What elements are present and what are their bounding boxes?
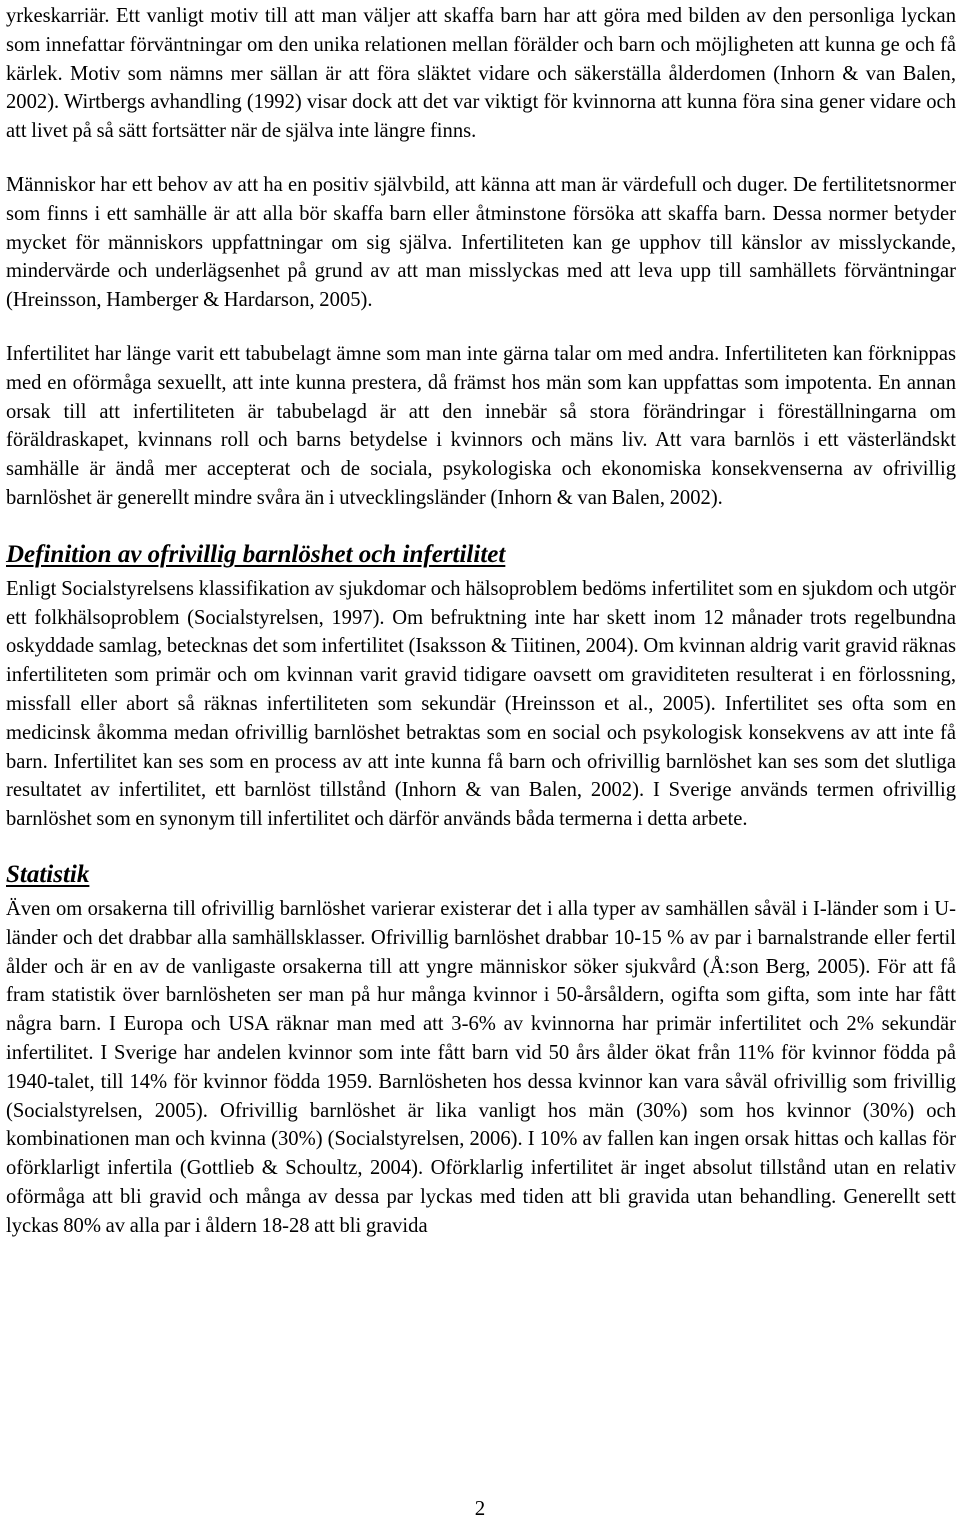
section-heading-definition: Definition av ofrivillig barnlöshet och infertilitet [6, 540, 506, 568]
paragraph-statistics: Även om orsakerna till ofrivillig barnlöshet varierar existerar det i alla typer av samhällen såväl i I-länder som i U-länder och det drabbar alla samhällsklasser. Ofrivillig barnlöshet drabbar 10-15 % av par i barnalstrande eller fertil ålder och är en av de vanligaste orsakerna till att yngre människor söker sjukvård (Å:son Berg, 2005). För att få fram statistik över barnlösheten ser man på hur många kvinnor i 50-årsåldern, ogifta som gifta, som inte har fått några barn. I Europa och USA räknar man med att 3-6% av kvinnorna har primär infertilitet och 2% sekundär infertilitet. I Sverige har andelen kvinnor som inte fått barn vid 50 års ålder ökat från 11% för kvinnor födda på 1940-talet, till 14% för kvinnor födda 1959. Barnlösheten hos dessa kvinnor kan vara såväl ofrivillig som frivillig (Socialstyrelsen, 2005). Ofrivillig barnlöshet är lika vanligt hos män (30%) som hos kvinnor (30%) och kombinationen man och kvinna (30%) (Socialstyrelsen, 2006). I 10% av fallen kan ingen orsak hittas och kallas för oförklarligt infertila (Gottlieb & Schoultz, 2004). Oförklarlig infertilitet är inget absolut tillstånd utan en relativ oförmåga att bli gravid och många av dessa par lyckas med tiden att bli gravida utan behandling. Generellt sett lyckas 80% av alla par i åldern 18-28 att bli gravida [6, 897, 956, 1237]
section-heading-statistik: Statistik [6, 860, 90, 888]
page-number: 2 [474, 1496, 486, 1520]
paragraph-motives: yrkeskarriär. Ett vanligt motiv till att man väljer att skaffa barn har att göra med bilden av den personliga lyckan som innefattar förväntningar om den unika relationen mellan förälder och barn och möjligheten att kunna ge och få kärlek. Motiv som nämns mer sällan är att föra släktet vidare och säkerställa ålderdomen (Inhorn & van Balen, 2002). Wirtbergs avhandling (1992) visar dock att det var viktigt för kvinnorna att kunna föra sina gener vidare och att livet på så sätt fortsätter när de själva inte längre finns. [6, 5, 956, 143]
paragraph-self-image: Människor har ett behov av att ha en positiv självbild, att känna att man är värdefull och duger. De fertilitetsnormer som finns i ett samhälle är att alla bör skaffa barn eller åtminstone försöka att skaffa barn. Dessa normer betyder mycket för människors uppfattningar om sig själva. Infertiliteten kan ge upphov till känslor av misslyckande, mindervärde och underlägsenhet på grund av att man misslyckas med att leva upp till samhällets förväntningar (Hreinsson, Hamberger & Hardarson, 2005). [6, 173, 956, 312]
paragraph-definition: Enligt Socialstyrelsens klassifikation av sjukdomar och hälsoproblem bedöms infertilitet som en sjukdom och utgör ett folkhälsoproblem (Socialstyrelsen, 1997). Om befruktning inte har skett inom 12 månader trots regelbundna oskyddade samlag, betecknas det som infertilitet (Isaksson & Tiitinen, 2004). Om kvinnan aldrig varit gravid räknas infertiliteten som primär och om kvinnan varit gravid tidigare oavsett om graviditeten resulterat i en förlossning, missfall eller abort så räknas infertiliteten som sekundär (Hreinsson et al., 2005). Infertilitet ses ofta som en medicinsk åkomma medan ofrivillig barnlöshet betraktas som en social och psykologisk konsekvens av att inte få barn. Infertilitet kan ses som en process av att inte kunna få barn och ofrivillig barnlöshet kan ses som det slutliga resultatet av infertilitet, ett barnlöst tillstånd (Inhorn & van Balen, 2002). I Sverige används termen ofrivillig barnlöshet som en synonym till infertilitet och därför används båda termerna i detta arbete. [6, 577, 956, 831]
page-content [6, 0, 956, 1240]
paragraph-taboo: Infertilitet har länge varit ett tabubelagt ämne som man inte gärna talar om med andra. Infertiliteten kan förknippas med en oförmåga sexuellt, att inte kunna prestera, då främst hos män som kan uppfattas som impotenta. En annan orsak till att infertiliteten är tabubelagd är att den innebär så stora förändringar i föreställningarna om föräldraskapet, kvinnans roll och barns betydelse i kvinnors och mäns liv. Att vara barnlös i ett västerländskt samhälle är ändå mer accepterat och de sociala, psykologiska och ekonomiska konsekvenserna av ofrivillig barnlöshet är generellt mindre svåra än i utvecklingsländer (Inhorn & van Balen, 2002). [6, 342, 956, 509]
